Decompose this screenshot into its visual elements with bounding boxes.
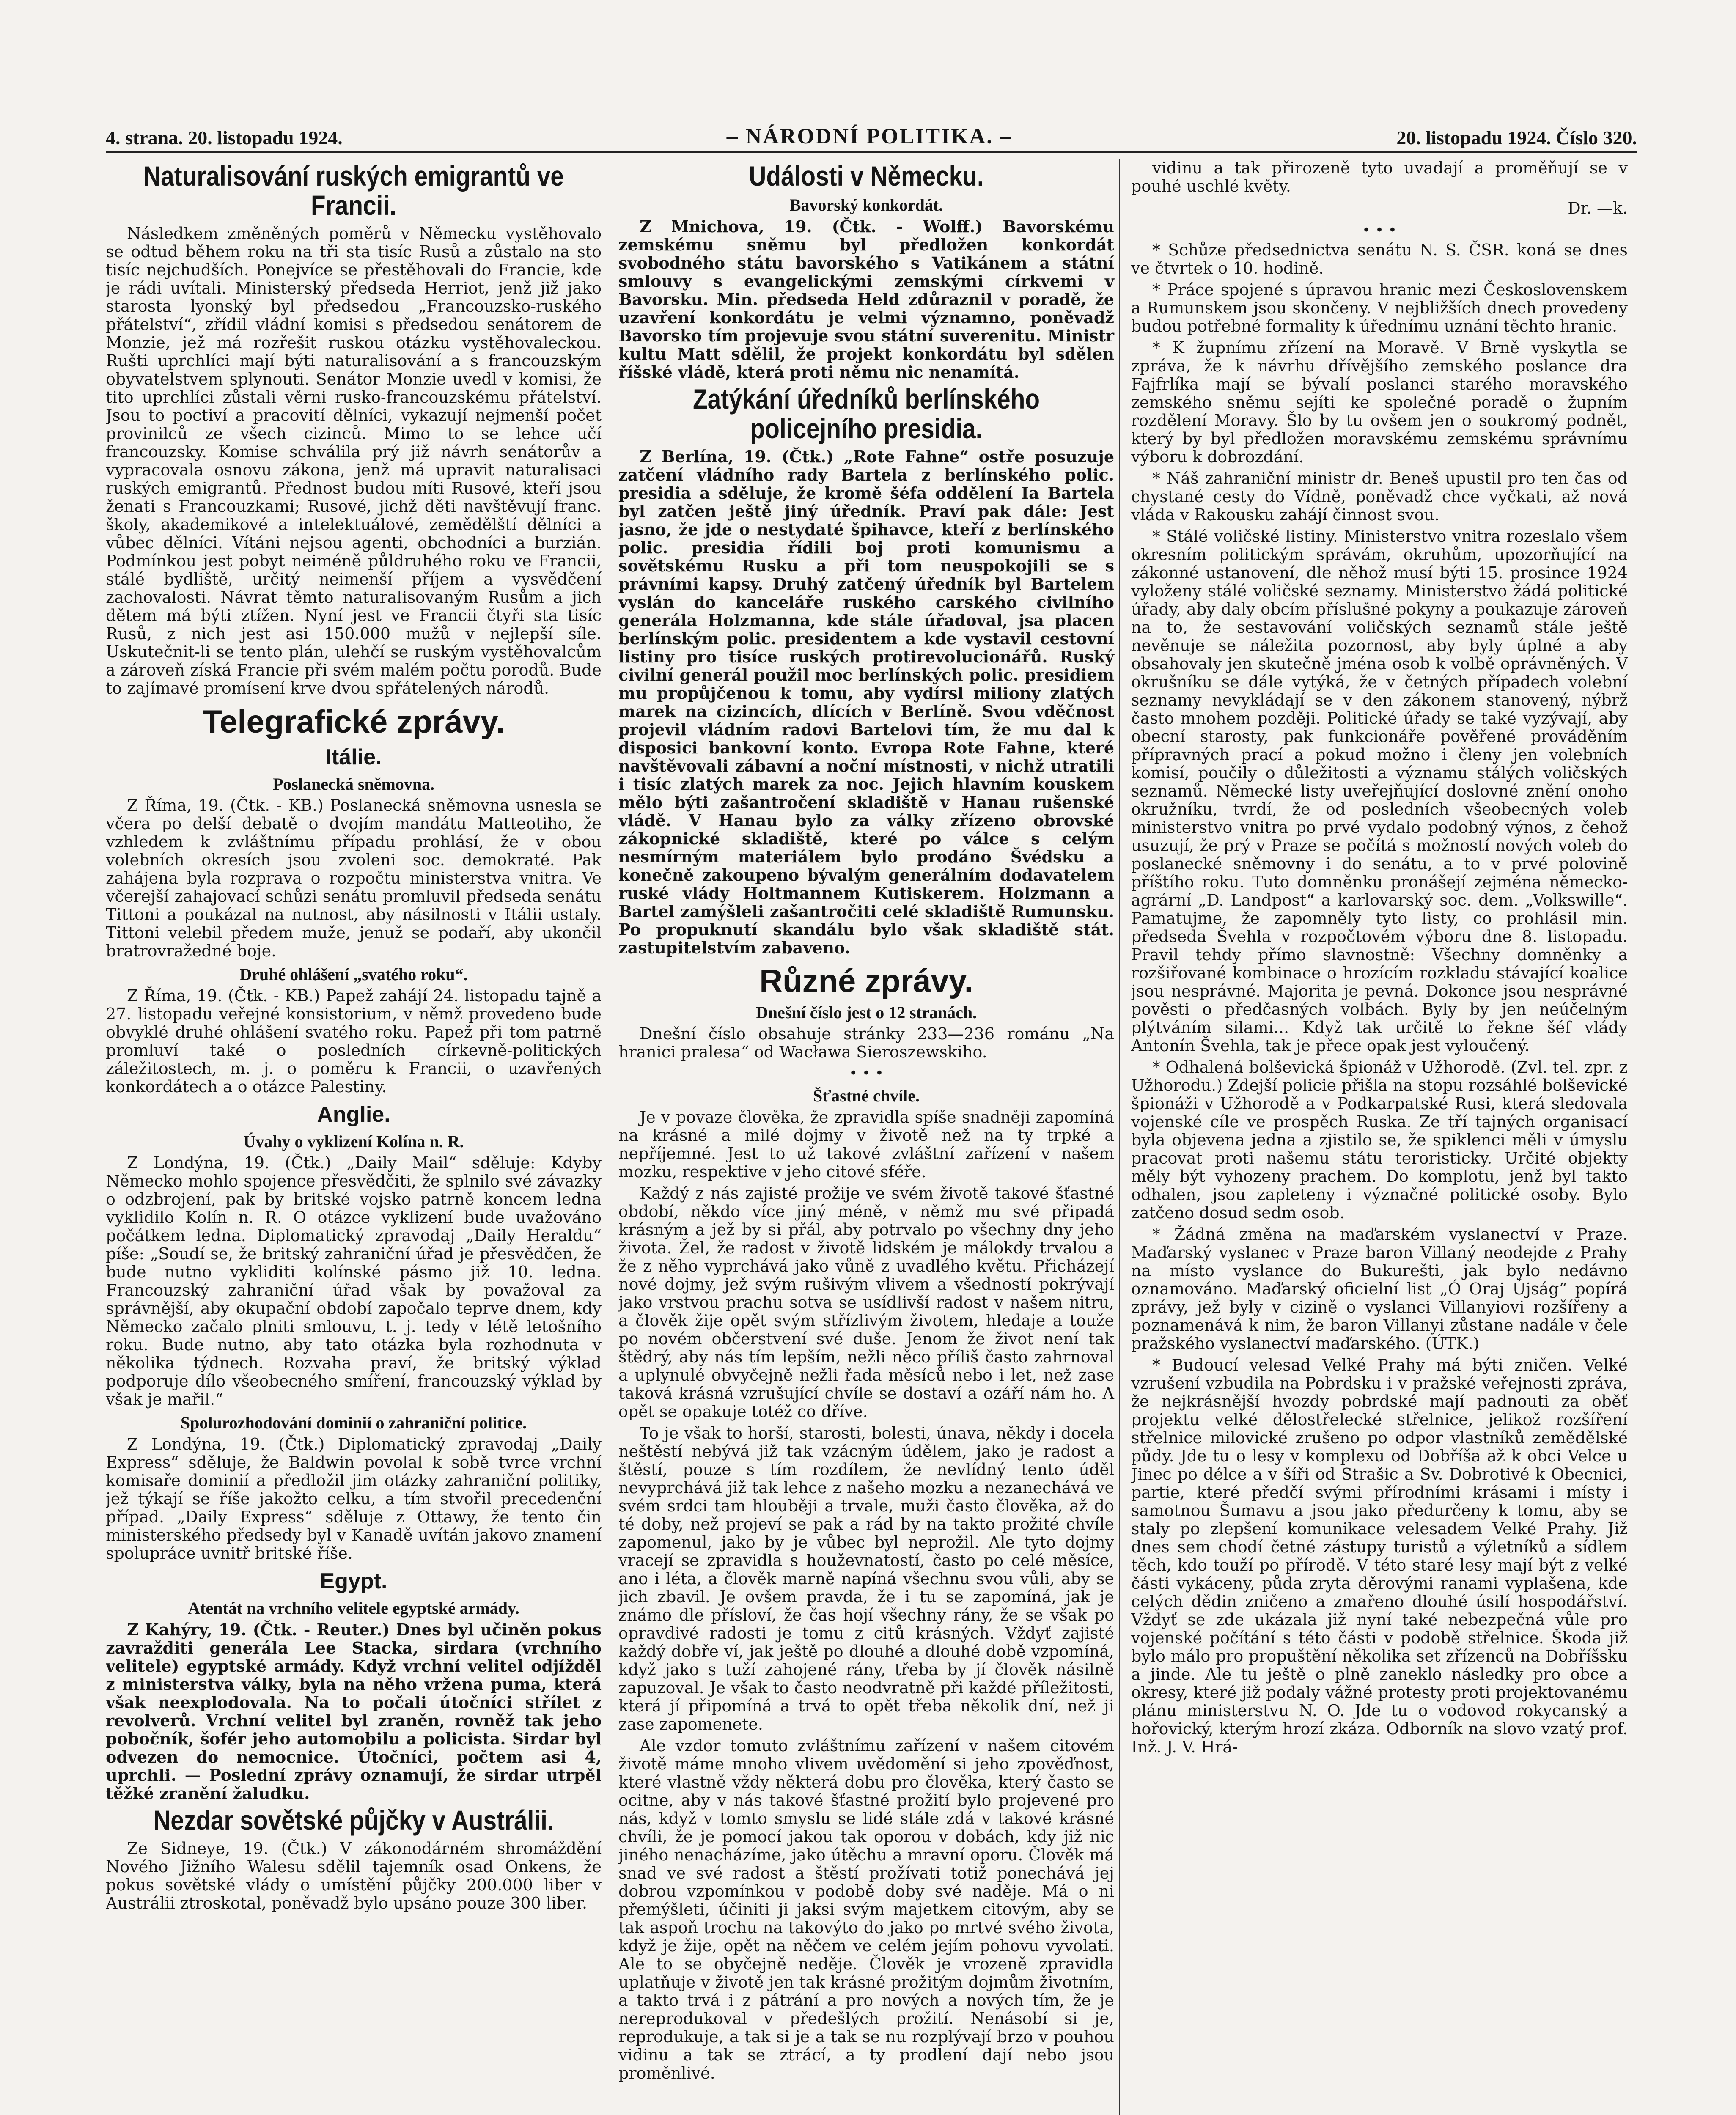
separator-bullets: • • • [849, 1064, 884, 1082]
headline-concordat: Bavorský konkordát. [789, 195, 943, 215]
article-body-australia: Ze Sidneye, 19. (Čtk.) V zákonodárném shromáždění Nového Jižního Walesu sdělil tajemník osad Onkens, že pokus sovětské vlády o umístění půjčky 200.000 liber v Austrálii ztroskotal, poněvadž bylo upsáno pouze 300 liber. [106, 1839, 602, 1912]
headline-happy-moments: Šťastné chvíle. [813, 1086, 920, 1105]
news-forest: * Budoucí velesad Velké Prahy má býti zničen. Velké vzrušení vzbudila na Pobrdsku i v pražské veřejnosti zpráva, že nejkrásnější hvozdy pobrdské mají padnouti za oběť projektu velké dělostřelecké střelnice, jelikož rozšíření střelnice milovické zrušeno po odpor vlastníků zemědělské půdy. Jde tu o lesy v komplexu od Dobříša až k obci Velce u Jinec po délce a v šíři od Strašic a Sv. Dobrotivé k Obecnici, partie, které předčí svými přírodními krásami i místy i samotnou Šumavu a jsou jako předurčeny k tomu, aby se staly po zlepšení komunikace velesadem Velké Prahy. Již dnes sem chodí četné zástupy turistů a výletníků a sídlem těch, kdo touží po přírodě. V této staré lesy mají být z velké části vykáceny, půda zryta děrovými ranami vyplašena, kde celých dědin zničeno a zmařeno dlouhé úsilí hospodářství. Vždyť se zde ukázala již nyní také nebezpečná vůle pro vojenské počítání s této části v podobě střelnice. Škoda již bylo málo pro propuštění několika set zřízenců na Dobříšsku a jinde. Ale tu ještě o plně zaneklo následky pro obce a okresy, které již podaly vážné protesty proti projektovanému plánu ministerstvu N. O. Jde tu o vodovod rokycanský a hořovický, kterým hrozí zkáza. Odborník na slovo vzatý prof. Inž. J. V. Hrá- [1131, 1356, 1628, 1756]
article-body-happy-3: To je však to horší, starosti, bolesti, únava, někdy i docela neštěstí nebývá již tak vzácným údělem, jako je radost a štěstí, pouze s tím rozdílem, že nevlídný tento úděl nevyprchává již tak lehce z našeho mozku a nezanechává ve svém srdci tam hlouběji a trvale, muži často člověka, až do té doby, než projeví se pak a rád by na takto prožité chvíle zapomenul, jako by je vůbec byl neprožil. Ale tyto dojmy vracejí se zpravidla s houževnatostí, často po celé měsíce, ano i léta, a člověk marně napíná všechnu svou vůli, aby se jich zbavil. Je ovšem pravda, že i tu se zapomíná, jak je známo dle přísloví, že čas hojí všechny rány, že se však po opravdivé radosti je tomu z citů krásných. Vždyť zajisté každý dobře ví, jak ještě po dlouhé a dlouhé době vzpomíná, když jako s tuží zahojené rány, třeba by jí člověk násilně zapuzoval. Je však to často neodvratně při každé příležitosti, která jí připomíná a trvá to opět třeba několik dní, než ji zase zapomenete. [618, 1423, 1114, 1733]
article-body-happy-end: vidinu a tak přirozeně tyto uvadají a proměňují se v pouhé uschlé květy. [1131, 159, 1628, 195]
section-title-telegrams: Telegrafické zprávy. [202, 703, 505, 740]
article-title-germany: Události v Německu. [749, 160, 984, 192]
columns [106, 159, 1637, 2115]
headline-dominions: Spolurozhodování dominií o zahraniční politice. [180, 1413, 527, 1433]
subsection-egypt: Egypt. [320, 1569, 387, 1594]
news-benes: * Náš zahraniční ministr dr. Beneš upustil pro ten čas od chystané cesty do Vídně, poněvadž chce vyčkati, až nová vláda v Rakousku zahájí činnost svou. [1131, 469, 1628, 524]
subsection-england: Anglie. [317, 1102, 390, 1127]
subsection-italy: Itálie. [325, 745, 382, 770]
article-body-chamber: Z Říma, 19. (Čtk. - KB.) Poslanecká sněmovna usnesla se včera po delší debatě o dvojím mandátu Matteotiho, že vzhledem k zvláštnímu případu prohlásí, že v obou volebních okresích jsou zvoleni soc. demokraté. Pak zahájena byla rozprava o rozpočtu ministerstva vnitra. Ve včerejší zahajovací schůzi senátu promluvil předseda senátu Tittoni a poukázal na nutnost, aby násilnosti v Itálii ustaly. Tittoni velebil předem muže, jenuž se podaří, aby ukončil bratrovražedné boje. [106, 796, 602, 961]
article-body-emigrants: Následkem změněných poměrů v Německu vystěhovalo se odtud během roku na tři sta tisíc Rusů a zůstalo na sto tisíc nejchudších. Ponejvíce se přestěhovali do Francie, kde je rádi uvítali. Ministerský předseda Herriot, jenž již jako starosta lyonský byl předsedou „Francouzsko-ruského přátelství“, zřídil vládní komisi s předsedou senátorem de Monzie, jež má rozřešit ruskou otázku vystěhovaleckou. Rušti uprchlíci mají býti naturalisování a s francouzským obyvatelstvem splynouti. Senátor Monzie uvedl v komisi, že tito uprchlíci zůstali věrni rusko-francouzskému přátelství. Jsou to poctiví a pracovití dělníci, vykazují nejmenší počet provinilců ze všech cizinců. Mimo to se lehce učí francouzsky. Komise schválila prý již návrh senátorův a vypracovala osnovu zákona, jenž má upravit naturalisaci ruských emigrantů. Přednost budou míti Rusové, kteří jsou ženati s Francouzkami; Rusové, jichž děti navštěvují franc. školy, akademikové a intelektuálové, zemědělští dělníci a vůbec dělníci. Vítáni nejsou agenti, obchodníci a burzián. Podmínkou jest pobyt neiméně půldruhého roku ve Francii, stálé bydliště, určitý neimenší příjem a vysvědčení zachovalosti. Návrat těmto naturalisovaným Rusům a jich dětem má býti ztížen. Nyní jest ve Francii čtyři sta tisíc Rusů, z nich jest asi 150.000 mužů v nejlepší síle. Uskutečnit-li se tento plán, ulehčí se ruským vystěhovalcům a zároveň získá Francie při svém malém počtu porodů. Bude to zajímavé promísení krve dvou spřátelených národů. [106, 224, 602, 698]
column-3 [1131, 159, 1633, 2115]
article-body-happy-1: Je v povaze člověka, že zpravidla spíše snadněji zapomíná na krásné a milé dojmy v životě než na ty trpké a nepříjemné. Jest to už takové zvláštní zařízení v našem mozku, respektive v jeho citové sféře. [618, 1107, 1114, 1181]
article-body-police: Z Berlína, 19. (Čtk.) „Rote Fahne“ ostře posuzuje zatčení vládního rady Bartela z berlínského polic. presidia a sděluje, že kromě šéfa oddělení Ia Bartela byl zatčen ještě jiný úředník. Praví pak dále: Jest jasno, že jde o nestydaté špihavce, kteří z berlínského polic. presidia řídili boj proti komunismu a sovětskému Rusku a při tom neuspokojili se s právními kapsy. Druhý zatčený úředník byl Bartelem vyslán do kanceláře ruského carského civilního generála Holzmanna, kde stále úřadoval, jsa placen berlínským polic. presidentem a kde vystavil cestovní listiny pro tisíce ruských protirevolucionářů. Ruský civilní generál použil moc berlínských polic. presidiem mu propůjčenou k tomu, aby vydírsl miliony zlatých marek na cizincích, dlících v Berlíně. Svou vděčnost projevil vládním radovi Bartelovi tím, že mu dal k disposici bankovní konto. Evropa Rote Fahne, které navštěvovali zábavní a noční místnosti, v nichž utratili i tisíc zlatých marek za noc. Jejich hlavním kouskem mělo býti zašantročení skladiště v Hanau rušenské vládě. V Hanau bylo za války zřízeno obrovské zákopnické skladiště, které po válce s celým nesmírným materiálem bylo prodáno Švédsku a konečně zakoupeno bývalým generálním dodavatelem ruské vlády Holtmannem Kutiskerem. Holzmann a Bartel zamýšleli zašantročiti celé skladiště Rumunsku. Po propuknutí skandálu bylo však skladiště stát. zastupitelstvím zabaveno. [618, 447, 1114, 957]
headline-cologne: Úvahy o vyklizení Kolína n. R. [243, 1132, 464, 1151]
section-title-misc: Různé zprávy. [759, 963, 973, 999]
headline-holy-year: Druhé ohlášení „svatého roku“. [239, 965, 468, 984]
news-border: * Práce spojené s úpravou hranic mezi Československem a Rumunskem jsou skončeny. V nejbližších dnech provedeny budou potřebné formality k úřednímu uznání těchto hranic. [1131, 280, 1628, 335]
article-body-holy-year: Z Říma, 19. (Čtk. - KB.) Papež zahájí 24. listopadu tajně a 27. listopadu veřejné konsistorium, v němž provedeno bude obvyklé druhé ohlášení svatého roku. Papež při tom patrně promluví také o posledních církevně-politických záležitostech, m. j. o poměru k Francii, o uzavřených konkordátech a o otázce Palestiny. [106, 986, 602, 1096]
header-date-issue: 20. listopadu 1924. Číslo 320. [1396, 127, 1637, 148]
article-title-australia: Nezdar sovětské půjčky v Austrálii. [153, 1805, 554, 1836]
headline-pages: Dnešní číslo jest o 12 stranách. [755, 1003, 977, 1022]
news-espionage: * Odhalená bolševická špionáž v Užhorodě. (Zvl. tel. zpr. z Užhorodu.) Zdejší policie přišla na stopu rozsáhlé bolševické špionáži v Užhorodě a v Podkarpatské Rusi, která sledovala vojenské cíle ve prospěch Ruska. Ze tří tajných organisací byla objevena jedna a zjistilo se, že spiklenci měli v úmyslu pracovat proti našemu státu teroristicky. Určité objekty měly být vyhozeny prachem. Do komplotu, jenž byl takto odhalen, jsou zapleteny i význačné politické osoby. Bylo zatčeno dosud sedm osob. [1131, 1058, 1628, 1222]
headline-chamber: Poslanecká sněmovna. [272, 775, 435, 794]
column-2 [618, 159, 1120, 2115]
news-hungarian-embassy: * Žádná změna na maďarském vyslanectví v Praze. Maďarský vyslanec v Praze baron Villaný neodejde z Prahy na místo vyslance do Bukurešti, jak bylo nedávno oznamováno. Maďarský oficielní list „Ó Oraj Újság“ popírá zprávy, jež byly v cizině o vyslanci Villanyiovi rozšířeny a poznamenává k nim, že baron Villanyi zůstane nadále v čele pražského vyslanectví maďarského. (ÚTK.) [1131, 1225, 1628, 1353]
news-voter-lists: * Stálé voličské listiny. Ministerstvo vnitra rozeslalo všem okresním politickým správám, okruhům, upozorňující na zákonné ustanovení, dle něhož musí býti 15. prosince 1924 vyloženy stálé voličské seznamy. Ministerstvo žádá politické úřady, aby daly obcím příslušné pokyny a poukazuje zároveň na to, že sestavování voličských seznamů stále ještě nevěnuje se náležita pozornost, aby byly úplné a aby obsahovaly jen skutečně jména osob k volbě oprávněných. V okrušníku se dále vytýká, že v četných případech volební seznamy nevykládají se v den zákonem stanovený, nýbrž často mnohem později. Politické úřady se také vyzývají, aby obecní starosty, pak funkcionáře pověřené prováděním přípravných prací a pokud možno i členy jen volebních komisí, poučily o důležitosti a významu stálých voličských seznamů. Německé listy uveřejňující doslovné znění onoho okružníku, tvrdí, že od posledních všeobecných voleb ministerstvo vnitra po prvé vydalo podobný výnos, z čehož usuzují, že prý v Praze se počítá s možností nových voleb do poslanecké sněmovny i do senátu, a to v prvé polovině příštího roku. Tuto domněnku pronášejí zejména německo-agrární „D. Landpost“ a karlovarský soc. dem. „Volkswille“. Pamatujme, že zapomněly tyto listy, co prohlásil min. předseda Švehla v rozpočtovém výboru dne 8. listopadu. Pravil tehdy přímo slavnostně: Všechny domněnky a rozšiřované kombinace o hrozícím rozkladu stávající koalice jsou nesprávné. Majorita je pevná. Dokonce jsou nesprávné pověsti o předčasných volbách. Byly by jen neúčelným plýtváním silami... Když tak určitě to řekne šéf vlády Antonín Švehla, tak je přece opak jest vyloučený. [1131, 527, 1628, 1055]
article-title-police: Zatýkání úředníků berlínského policejního presidia. [692, 383, 1040, 444]
header-masthead: – NÁRODNÍ POLITIKA. – [726, 124, 1013, 148]
article-body-sirdar: Z Kahýry, 19. (Čtk. - Reuter.) Dnes byl učiněn pokus zavražditi generála Lee Stacka, sirdara (vrchního velitele) egyptské armády. Když vrchní velitel odjížděl z ministerstva války, byla na něho vržena puma, která však neexplodovala. Na to počali útočníci střílet z revolverů. Vrchní velitel byl zraněn, rovněž tak jeho pobočník, šofér jeho automobilu a policista. Sirdar byl odvezen do nemocnice. Útočníci, počtem asi 4, uprchli. — Poslední zprávy oznamují, že sirdar utrpěl těžké zranění žaludku. [106, 1620, 602, 1803]
news-moravia: * K župnímu zřízení na Moravě. V Brně vyskytla se zpráva, že k návrhu dřívějšího zemského poslance dra Fajfrlíka mají se bývalí poslanci starého moravského zemského sněmu sejíti ke společné poradě o župním rozdělení Moravy. Šlo by tu ovšem jen o soukromý podnět, který by byl předložen moravskému zemskému správnímu výboru k dobrozdání. [1131, 338, 1628, 466]
article-title-emigrants: Naturalisování ruských emigrantů ve Francii. [143, 160, 564, 221]
article-body-happy-4: Ale vzdor tomuto zvláštnímu zařízení v našem citovém životě máme mnoho vlivem uvědomění si jeho zpověďnost, které vlastně vždy některá dobu pro člověka, který často se ocitne, aby v nás takové šťastné prožití bylo projevené pro nás, když v tomto smyslu se lidé stále zdá v takové krásné chvíli, že je pomocí jakou tak oporou v dobách, kdy již nic jiného nenacházíme, jako útěchu a mravní oporu. Člověk má snad ve své radost a štěstí prožívati totiž ponechává jej dobrou vzpomínkou v podobě doby své naděje. Má o ni přemýšleti, účiniti ji jaksi svým majetkem citovým, aby se tak aspoň trochu na takovýto do jako po mrtvé svého života, když je žije, opět na něčem ve celém jejím pohovu vyvolati. Ale to se obyčejně neděje. Člověk je vrozeně zpravidla uplatňuje v životě jen tak krásné prožitým dojmům životním, a takto trvá i z pátrání a pro nových a nových tím, že je nereprodukoval v předešlých prožití. Nenásobí si je, reprodukuje, a tak si je a tak se nu rozplývají brzo v pouhou vidinu a tak se ztrácí, a ty prodlení dají nebo jsou proměnlivé. [618, 1736, 1114, 2082]
article-body-dominions: Z Londýna, 19. (Čtk.) Diplomatický zpravodaj „Daily Express“ sděluje, že Baldwin povolal k sobě tvrce vrchní komisaře dominií a předložil jim otázky zahraniční politiky, jež týkají se říše jakožto celku, a tím stvořil precedenční případ. „Daily Express“ sděluje z Ottawy, že tento čin ministerského předsedy byl v Kanadě uvítán jakovo znamení spolupráce uvnitř britské říše. [106, 1435, 602, 1563]
article-body-happy-2: Každý z nás zajisté prožije ve svém životě takové šťastné období, někdo více jiný méně, v němž mu své připadá krásným a jež by si přál, aby potrvalo po všechny dny jeho života. Žel, že radost v životě lidském je málokdy trvalou a že z něho vyprchává jako vůně z uvadlého květu. Přicházejí nové dojmy, jež svým rušivým vlivem a všedností pokrývají jako vrstvou prachu sotva se usídlivší radost v našem nitru, a člověk žije opět svým střízlivým životem, hledaje a touže po novém občerstvení své duše. Jenom že život není tak štědrý, aby nás tím lepším, nežli něco příliš často zahrnoval a uplynulé obvyčejně nežli řada měsíců nebo i let, než zase taková krásná vzrušující chvíle se dostaví a ozáří nám ho. A opět se opakuje totéž co dříve. [618, 1184, 1114, 1421]
article-body-cologne: Z Londýna, 19. (Čtk.) „Daily Mail“ sděluje: Kdyby Německo mohlo spojence přesvědčiti, že splnilo své závazky o odzbrojení, pak by britské vojsko patrně koncem ledna vyklidilo Kolín n. R. O otázce vyklizení bude uvažováno počátkem ledna. Diplomatický zpravodaj „Daily Heraldu“ píše: „Soudí se, že britský zahraniční úřad je přesvědčen, že bude nutno vykliditi kolínské pásmo již 10. ledna. Francouzský zahraniční úřad však by považoval za správnější, aby okupační období započalo teprve dnem, kdy Německo začalo plniti smlouvu, t. j. tedy v létě letošního roku. Bude nutno, aby tato otázka byla rozhodnuta v několika týdnech. Rozvaha praví, že britský výklad podporuje dílo všeobecného smíření, francouzský výklad by však je mařil.“ [106, 1154, 602, 1409]
column-1 [106, 159, 607, 2115]
separator-bullets-2: • • • [1362, 222, 1397, 239]
newspaper-page [106, 123, 1637, 2115]
header-page-date: 4. strana. 20. listopadu 1924. [106, 127, 343, 148]
headline-sirdar: Atentát na vrchního velitele egyptské armády. [188, 1599, 519, 1618]
article-body-concordat: Z Mnichova, 19. (Čtk. - Wolff.) Bavorskému zemskému sněmu byl předložen konkordát svobodného státu bavorského s Vatikánem a státní smlouvy s evangelickými zemskými církvemi v Bavorsku. Min. předseda Held zdůraznil v poradě, že uzavření konkordátu je velmi významno, poněvadž Bavorsko tím projevuje svou státní suverenitu. Ministr kultu Matt sdělil, že projekt konkordátu byl sdělen říšské vládě, která proti němu nic nenamítá. [618, 217, 1114, 382]
signature: Dr. —k. [1568, 199, 1628, 217]
article-body-pages: Dnešní číslo obsahuje stránky 233—236 románu „Na hranici pralesa“ od Wacława Sieroszewskiho. [618, 1024, 1114, 1061]
news-senate: * Schůze předsednictva senátu N. S. ČSR. koná se dnes ve čtvrtek o 10. hodině. [1131, 241, 1628, 277]
page-header [106, 123, 1637, 153]
